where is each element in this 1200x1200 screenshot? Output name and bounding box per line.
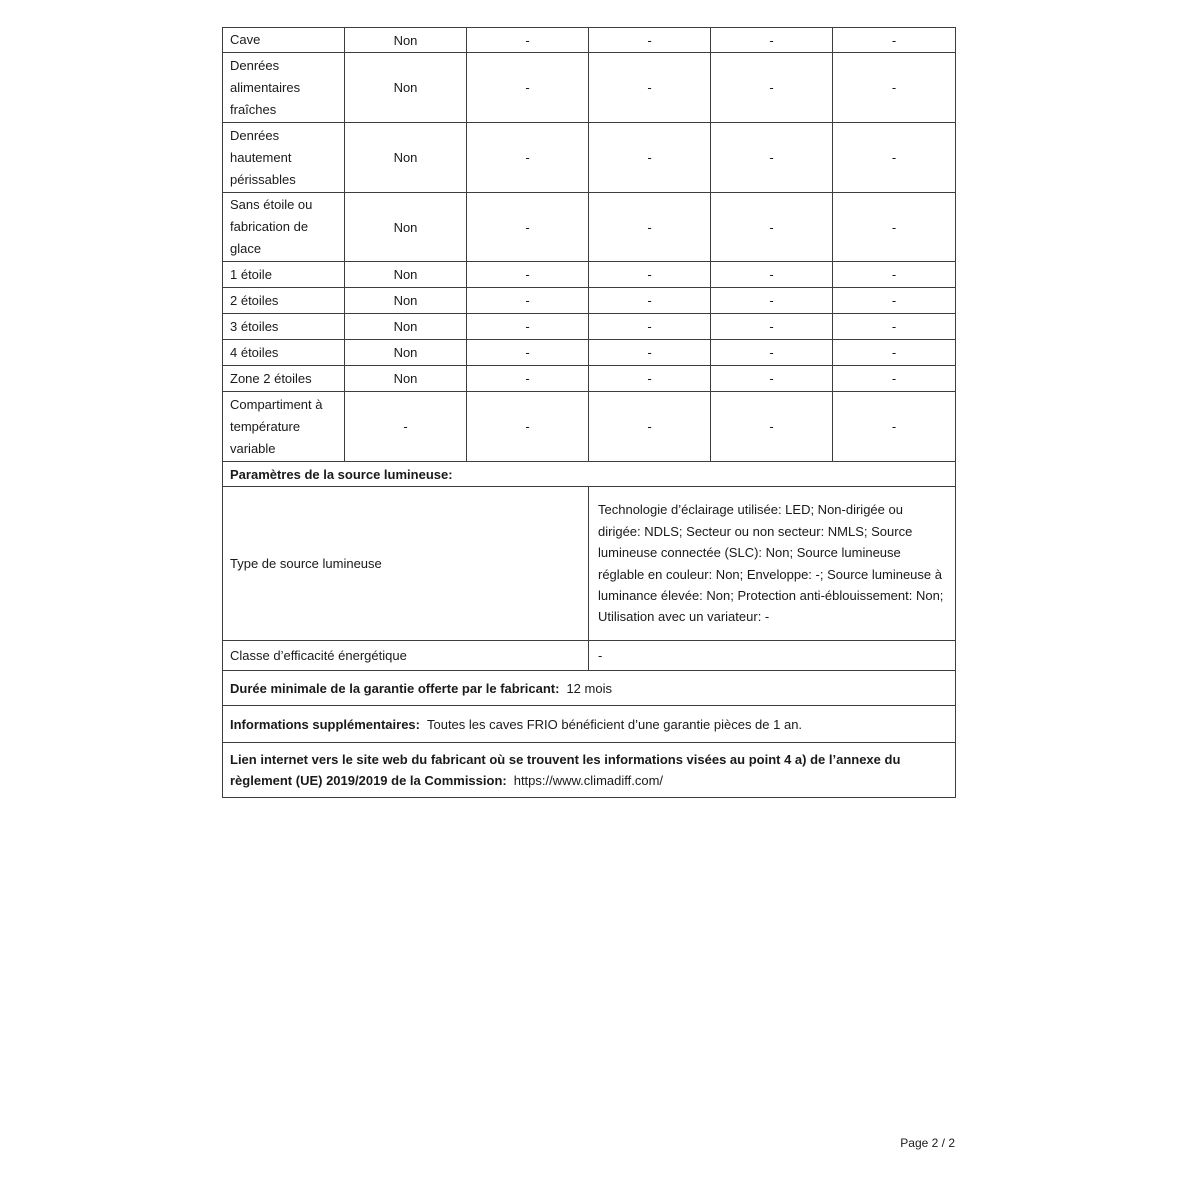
compartment-value: - (711, 366, 833, 392)
compartment-value: - (833, 193, 956, 262)
compartment-value: - (711, 288, 833, 314)
light-source-section-header: Paramètres de la source lumineuse: (223, 462, 956, 487)
table-row (223, 53, 956, 123)
compartment-value: - (589, 53, 711, 123)
compartment-label: 2 étoiles (223, 288, 345, 314)
compartment-value: - (589, 366, 711, 392)
energy-efficiency-value: - (589, 641, 956, 671)
warranty-label: Durée minimale de la garantie offerte par le fabricant: (230, 680, 560, 696)
compartment-label: Zone 2 étoiles (223, 366, 345, 392)
compartment-value: - (711, 53, 833, 123)
table-row (223, 288, 956, 314)
compartment-value: - (467, 53, 589, 123)
compartment-value: - (589, 392, 711, 462)
table-row (223, 262, 956, 288)
table-row (223, 314, 956, 340)
compartment-value: - (467, 392, 589, 462)
compartment-value: - (833, 28, 956, 53)
compartment-label: 4 étoiles (223, 340, 345, 366)
compartment-label: Denrées alimentaires fraîches (223, 53, 345, 123)
compartment-value: - (589, 262, 711, 288)
compartment-value: - (711, 340, 833, 366)
compartment-value: - (589, 288, 711, 314)
additional-info-row (223, 706, 956, 743)
compartment-value: Non (345, 123, 467, 193)
table-row (223, 340, 956, 366)
manufacturer-url[interactable]: https://www.climadiff.com/ (513, 773, 664, 789)
table-row (223, 706, 956, 743)
page-indicator: Page 2 / 2 (900, 1136, 955, 1150)
compartment-label: Compartiment à température variable (223, 392, 345, 462)
compartment-label: Denrées hautement périssables (223, 123, 345, 193)
compartment-value: Non (345, 28, 467, 53)
warranty-row (223, 671, 956, 706)
compartment-value: - (711, 314, 833, 340)
compartment-value: - (711, 392, 833, 462)
table-row (223, 671, 956, 706)
table-row (223, 366, 956, 392)
compartment-value: - (833, 262, 956, 288)
table-row (223, 28, 956, 53)
compartment-value: Non (345, 262, 467, 288)
compartment-value: Non (345, 53, 467, 123)
compartment-value: - (711, 123, 833, 193)
table-row (223, 123, 956, 193)
compartment-value: - (467, 366, 589, 392)
light-source-type-value: Technologie d’éclairage utilisée: LED; Non-dirigée ou dirigée: NDLS; Secteur ou non secteur: NMLS; Source lumineuse connectée (SLC): Non; Source lumineuse réglable en couleur: Non; Enveloppe: -; Source lumineuse à luminance élevée: Non; Protection anti-éblouissement: Non; Utilisation avec un variateur: - (589, 487, 956, 641)
energy-efficiency-label: Classe d’efficacité énergétique (223, 641, 589, 671)
compartment-value: - (711, 193, 833, 262)
compartment-value: - (833, 392, 956, 462)
compartment-value: - (589, 193, 711, 262)
table-row (223, 743, 956, 798)
light-source-type-label: Type de source lumineuse (223, 487, 589, 641)
compartment-value: - (467, 314, 589, 340)
compartment-value: - (467, 193, 589, 262)
manufacturer-link-row (223, 743, 956, 798)
compartment-value: - (467, 340, 589, 366)
compartment-value: - (345, 392, 467, 462)
compartment-value: Non (345, 193, 467, 262)
additional-info-value: Toutes les caves FRIO bénéficient d’une garantie pièces de 1 an. (426, 716, 803, 732)
compartment-value: - (711, 28, 833, 53)
table-row (223, 487, 956, 641)
compartment-value: - (711, 262, 833, 288)
compartment-value: - (467, 123, 589, 193)
compartment-value: Non (345, 314, 467, 340)
table-row (223, 641, 956, 671)
compartment-value: Non (345, 366, 467, 392)
compartment-value: - (833, 340, 956, 366)
compartment-value: - (833, 288, 956, 314)
warranty-value: 12 mois (566, 680, 612, 696)
compartment-value: Non (345, 288, 467, 314)
table-row (223, 392, 956, 462)
compartment-label: 3 étoiles (223, 314, 345, 340)
compartment-label: 1 étoile (223, 262, 345, 288)
compartment-value: - (833, 314, 956, 340)
compartment-value: - (467, 288, 589, 314)
compartment-value: - (467, 28, 589, 53)
manufacturer-link-label: Lien internet vers le site web du fabricant où se trouvent les informations visées au point 4 a) de l’annexe du règlement (UE) 2019/2019 de la Commission: (230, 752, 901, 789)
compartment-value: - (833, 123, 956, 193)
product-fiche-table (222, 27, 956, 798)
compartment-label: Cave (223, 28, 345, 53)
compartment-value: Non (345, 340, 467, 366)
table-row (223, 462, 956, 487)
table-row (223, 193, 956, 262)
compartment-value: - (589, 314, 711, 340)
compartment-label: Sans étoile ou fabrication de glace (223, 193, 345, 262)
compartment-value: - (467, 262, 589, 288)
compartment-value: - (589, 340, 711, 366)
compartment-value: - (833, 53, 956, 123)
compartment-value: - (589, 123, 711, 193)
compartment-value: - (833, 366, 956, 392)
additional-info-label: Informations supplémentaires: (230, 716, 420, 732)
compartment-value: - (589, 28, 711, 53)
